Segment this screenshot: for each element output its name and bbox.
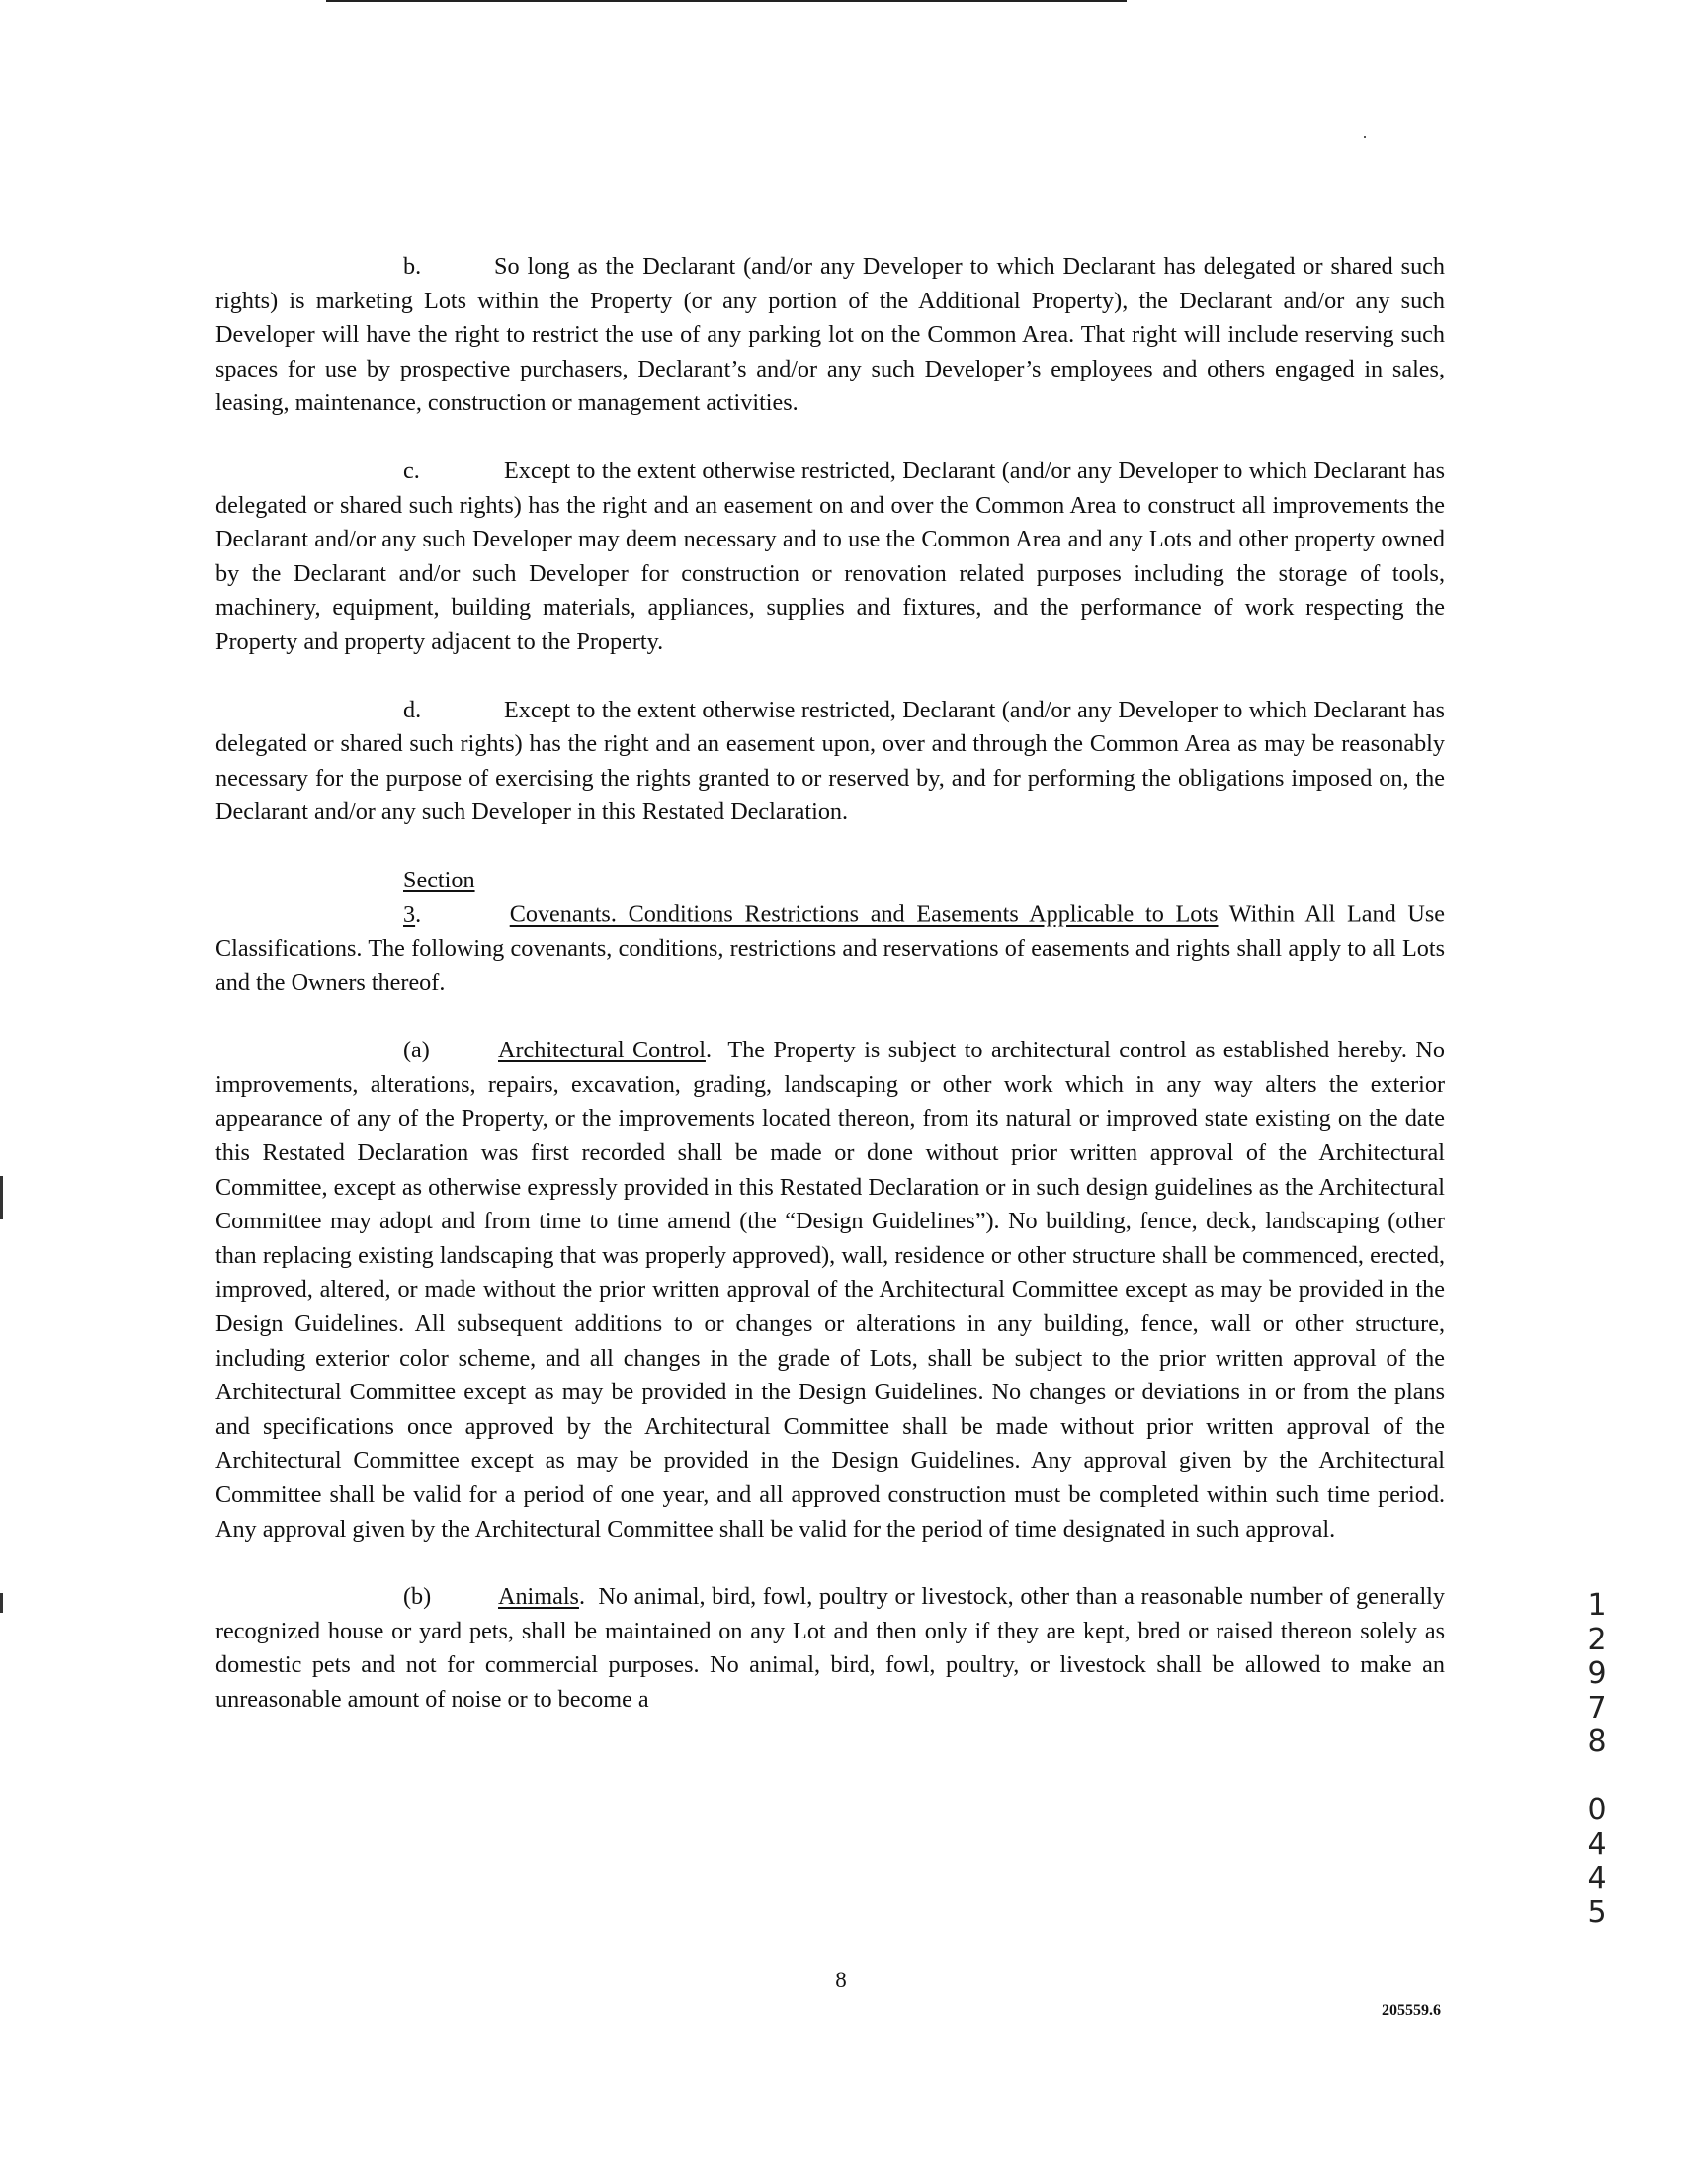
section-label [403,864,498,932]
document-id: 205559.6 [1382,2002,1441,2019]
paragraph-b [215,250,1445,421]
scan-edge-mark [0,1593,3,1613]
scan-speck [1364,136,1366,138]
paragraph-text: Except to the extent otherwise restricted, Declarant (and/or any Developer to which Declarant has delegated or shared such rights) has the right and an easement upon, over and through the Common Area as may be reasonably necessary for the purpose of exercising the rights granted to or reserved by, and for performing the obligations imposed on, the Declarant and/or any such Developer in this Restated Declaration. [215,696,1445,826]
section-heading-rest: Within All Land Use Classifications. [215,900,1445,963]
subsection-text: The Property is subject to architectural control as established hereby. No improvements, alterations, repairs, excavation, grading, landscaping or other work which in any way alters the exterior appearance of any of the Property, or the improvements located thereon, from its natural or improved state existing on the date this Restated Declaration was first recorded shall be made or done without prior written approval of the Architectural Committee, except as otherwise expressly provided in this Restated Declaration or in such design guidelines as the Architectural Committee may adopt and from time to time amend (the “Design Guidelines”). No building, fence, deck, landscaping (other than replacing existing landscaping that was properly approved), wall, residence or other structure shall be commenced, erected, improved, altered, or made without the prior written approval of the Architectural Committee except as may be provided in the Design Guidelines. All subsequent additions to or changes or alterations in any building, fence, wall or other structure, including exterior color scheme, and all changes in the grade of Lots, shall be subject to the prior written approval of the Architectural Committee except as may be provided in the Design Guidelines. No changes or deviations in or from the plans and specifications once approved by the Architectural Committee shall be made without prior written approval of the Architectural Committee except as may be provided in the Design Guidelines. Any approval given by the Architectural Committee shall be valid for a period of one year, and all approved construction must be completed within such time period. Any approval given by the Architectural Committee shall be valid for the period of time designated in such approval. [215,1037,1445,1543]
stamp-digit: 5 [1587,1894,1607,1930]
stamp-digit: 7 [1587,1690,1607,1725]
subsection-a: (a) Architectural Control. The Property is subject to architectural control as established hereby. No improvements, alterations, repairs, excavation, grading, landscaping or other work which in any way alters the exterior appearance of any of the Property, or the improvements located thereon, from its natural or improved state existing on the date this Restated Declaration was first recorded shall be made or done without prior written approval of the Architectural Committee, except as otherwise expressly provided in this Restated Declaration or in such design guidelines as the Architectural Committee may adopt and from time to time amend (the “Design Guidelines”). No building, fence, deck, landscaping (other than replacing existing landscaping that was properly approved), wall, residence or other structure shall be commenced, erected, improved, altered, or made without the prior written approval of the Architectural Committee except as may be provided in the Design Guidelines. All subsequent additions to or changes or alterations in any building, fence, wall or other structure, including exterior color scheme, and all changes in the grade of Lots, shall be subject to the prior written approval of the Architectural Committee except as may be provided in the Design Guidelines. No changes or deviations in or from the plans and specifications once approved by the Architectural Committee shall be made without prior written approval of the Architectural Committee except as may be provided in the Design Guidelines. Any approval given by the Architectural Committee shall be valid for a period of one year, and all approved construction must be completed within such time period. Any approval given by the Architectural Committee shall be valid for the period of time designated in such approval. [215,1034,1445,1547]
stamp-digit: 8 [1587,1724,1607,1759]
page-number: 8 [835,1968,847,1992]
paragraph-c [215,455,1445,660]
scan-top-rule [326,0,1127,2]
document-body [215,250,1445,1751]
subsection-title: Architectural Control [498,1037,706,1064]
stamp-digit: 1 [1587,1588,1607,1623]
stamp-digit: 2 [1587,1622,1607,1657]
section-label-period: . [415,900,422,928]
scan-edge-mark [0,1176,3,1219]
paragraph-label: c. [403,457,420,484]
stamp-gap [1577,1760,1617,1795]
paragraph-label: d. [403,696,422,723]
subsection-label: (b) [403,1583,432,1611]
paragraph-text: So long as the Declarant (and/or any Developer to which Declarant has delegated or shared such rights) is marketing Lots within the Property (or any portion of the Additional Property), the Declarant and/or any such Developer will have the right to restrict the use of any parking lot on the Common Area. That right will include reserving such spaces for use by prospective purchasers, Declarant’s and/or any such Developer’s employees and others engaged in sales, leasing, maintenance, construction or management activities. [215,253,1445,417]
recording-stamp [1577,1589,1617,1930]
stamp-digit: 9 [1587,1656,1607,1691]
subsection-label: (a) [403,1037,430,1064]
section-number: Section 3 [403,866,475,928]
paragraph-text: Except to the extent otherwise restricted, Declarant (and/or any Developer to which Declarant has delegated or shared such rights) has the right and an easement on and over the Common Area to construct all improvements the Declarant and/or any such Developer may deem necessary and to use the Common Area and any Lots and other property owned by the Declarant and/or such Developer for construction or renovation related purposes including the storage of tools, machinery, equipment, building materials, appliances, supplies and fixtures, and the performance of work respecting the Property and property adjacent to the Property. [215,457,1445,655]
stamp-digit: 4 [1587,1826,1607,1862]
paragraph-d [215,694,1445,830]
section-3 [215,864,1445,1000]
section-heading: Covenants. Conditions Restrictions and Easements Applicable to Lots [509,900,1219,928]
subsection-b: (b) Animals. No animal, bird, fowl, poultry or livestock, other than a reasonable number of generally recognized house or yard pets, shall be maintained on any Lot and then only if they are kept, bred or raised thereon solely as domestic pets and not for commercial purposes. No animal, bird, fowl, poultry, or livestock shall be allowed to make an unreasonable amount of noise or to become a [215,1580,1445,1717]
subsection-text: No animal, bird, fowl, poultry or livestock, other than a reasonable number of generally recognized house or yard pets, shall be maintained on any Lot and then only if they are kept, bred or raised thereon solely as domestic pets and not for commercial purposes. No animal, bird, fowl, poultry, or livestock shall be allowed to make an unreasonable amount of noise or to become a [215,1583,1446,1713]
paragraph-label: b. [403,253,422,280]
subsection-title: Animals [498,1583,579,1611]
stamp-digit: 4 [1587,1861,1607,1895]
stamp-digit: 0 [1587,1793,1607,1827]
section-text: The following covenants, conditions, restrictions and reservations of easements and rights shall apply to all Lots and the Owners thereof. [215,935,1445,996]
